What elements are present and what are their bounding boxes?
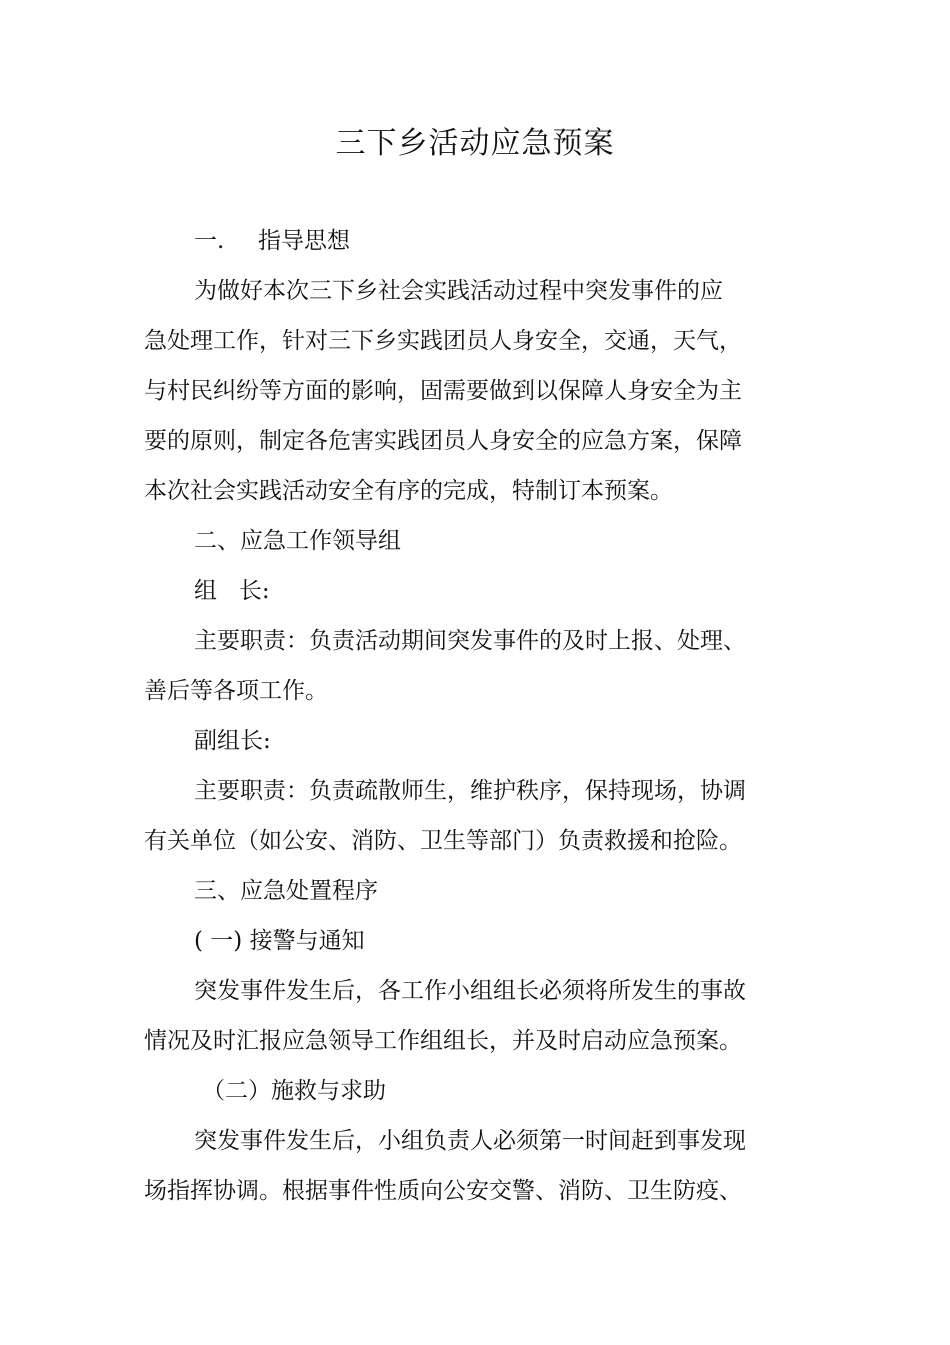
paragraph-line: 有关单位（如公安、消防、卫生等部门）负责救援和抢险。	[144, 828, 742, 854]
section-heading-2: 二、应急工作领导组	[194, 528, 401, 554]
paragraph-line: 要的原则，制定各危害实践团员人身安全的应急方案，保障	[144, 428, 742, 454]
paragraph-line: 善后等各项工作。	[144, 678, 328, 704]
paragraph-line: 急处理工作，针对三下乡实践团员人身安全，交通，天气，	[144, 328, 742, 354]
paragraph-line: 与村民纠纷等方面的影响，固需要做到以保障人身安全为主	[144, 378, 742, 404]
paragraph-line: 本次社会实践活动安全有序的完成，特制订本预案。	[144, 478, 673, 504]
section-number: 一.	[194, 228, 225, 254]
document-title: 三下乡活动应急预案	[335, 126, 615, 161]
paragraph-line: 突发事件发生后，小组负责人必须第一时间赶到事发现	[194, 1128, 746, 1154]
leader-label: 组 长:	[194, 578, 270, 604]
paragraph-line: 突发事件发生后，各工作小组组长必须将所发生的事故	[194, 978, 746, 1004]
document-body	[144, 216, 764, 1216]
paragraph-line: 主要职责：负责活动期间突发事件的及时上报、处理、	[194, 628, 746, 654]
section-heading-3: 三、应急处置程序	[194, 878, 378, 904]
paragraph-line: 场指挥协调。根据事件性质向公安交警、消防、卫生防疫、	[144, 1178, 742, 1204]
section-title: 指导思想	[258, 228, 350, 254]
paragraph-line: 情况及时汇报应急领导工作组组长，并及时启动应急预案。	[144, 1028, 742, 1054]
section-heading-1	[144, 216, 764, 266]
subsection-heading-2: （二）施救与求助	[202, 1078, 386, 1104]
paragraph-line: 主要职责：负责疏散师生，维护秩序，保持现场，协调	[194, 778, 746, 804]
deputy-label: 副组长:	[194, 728, 271, 754]
subsection-heading-1: ( 一) 接警与通知	[194, 928, 365, 954]
paragraph-line: 为做好本次三下乡社会实践活动过程中突发事件的应	[194, 278, 723, 304]
